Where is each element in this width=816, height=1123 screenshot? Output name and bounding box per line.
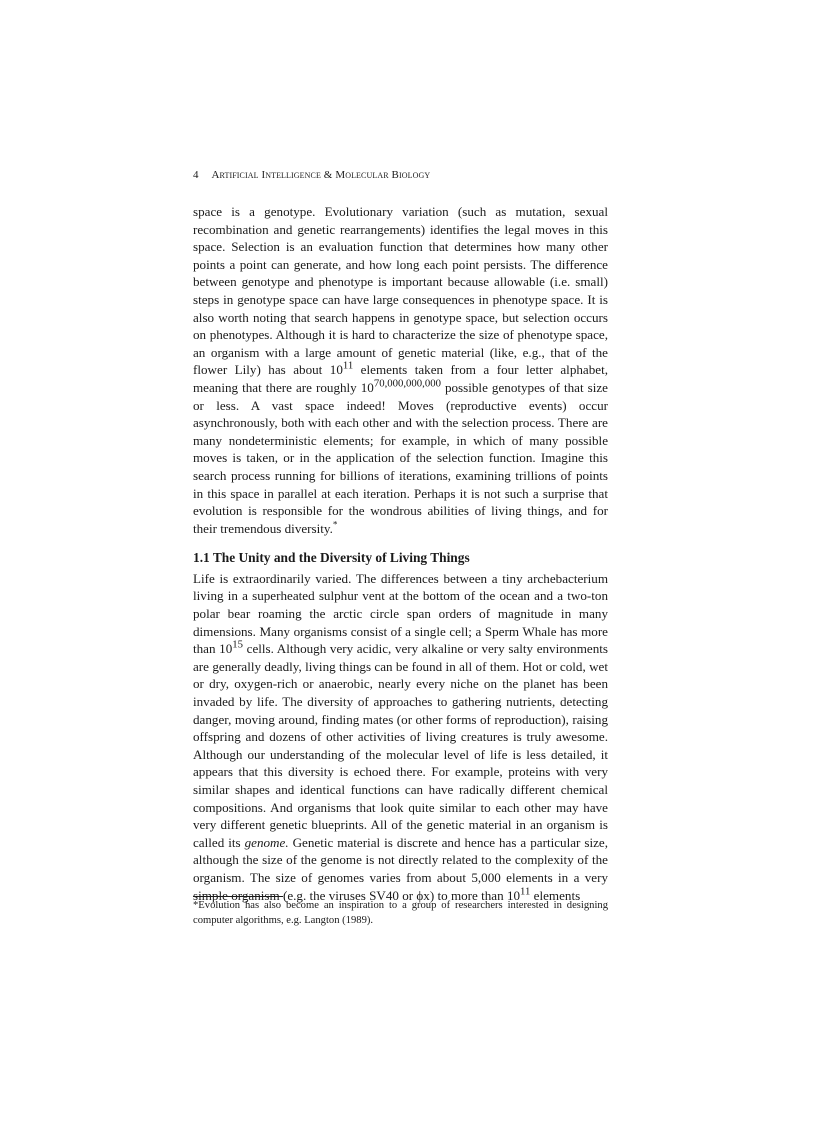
exponent: 11 [342,359,354,372]
paragraph-text: Life is extraordinarily varied. The differences between a tiny archebacterium living in a superheated sulphur vent at the bottom of the ocean and a two-ton polar bear roaming the arctic circle span orders of magnitude in many dimensions. Many organisms consist of a single cell; a Sperm Whale has more than 10 [193,570,608,657]
footnote: *Evolution has also become an inspiration to a group of researchers interested in designing computer algorithms, e.g. Langton (1989). [193,900,608,926]
page-number: 4 [193,169,199,181]
paragraph-evolution-search [193,203,608,537]
body-text [193,203,608,904]
exponent: 11 [520,885,531,898]
footnote-rule [193,896,283,897]
paragraph-text: elements taken from a four letter alphabet, meaning that there are roughly 10 [193,362,608,395]
paragraph-text: cells. Although very acidic, very alkaline or very salty environments are generally deadly, living things can be found in all of them. Hot or cold, wet or dry, oxygen-rich or anaerobic, nearly every niche on the planet has been invaded by life. The diversity of approaches to gathering nutrients, detecting danger, moving around, finding mates (or other forms of reproduction), raising offspring and dozens of other activities of living creatures is truly awesome. Although our understanding of the molecular level of life is less detailed, it appears that this diversity is echoed there. For example, proteins with very similar shapes and identical functions can have radically different chemical compositions. And organisms that look quite similar to each other may have very different genetic blueprints. All of the genetic material in an organism is called its [193,641,608,850]
footnote-marker: * [332,519,338,530]
paragraph-text: space is a genotype. Evolutionary variation (such as mutation, sexual recombination and genetic rearrangements) identifies the legal moves in this space. Selection is an evaluation function that determines how many other points a point can generate, and how long each point persists. The difference between genotype and phenotype is important because allowable (i.e. small) steps in genotype space can have large consequences in phenotype space. It is also worth noting that search happens in genotype space, but selection occurs on phenotypes. Although it is hard to characterize the size of phenotype space, an organism with a large amount of genetic material (like, e.g., that of the flower Lily) has about 10 [193,204,608,378]
emphasis-genome: genome. [244,834,289,850]
running-title: Artificial Intelligence & Molecular Biology [211,169,431,181]
exponent: 70,000,000,000 [373,377,441,390]
paragraph-text: possible genotypes of that size or less. A vast space indeed! Moves (reproductive events) occur asynchronously, both with each other and with the selection process. There are many nondeterministic elements; for example, in which of many possible moves is taken, or in the application of the selection function. Imagine this search process running for billions of iterations, examining trillions of points in this space in parallel at each iteration. Perhaps it is not such a surprise that evolution is responsible for the wondrous abilities of living things, and for their tremendous diversity. [193,379,608,536]
paragraph-text: elements [530,887,581,903]
running-head [193,168,608,182]
exponent: 15 [232,638,243,651]
paragraph-unity-diversity [193,570,608,904]
paragraph-text: Genetic material is discrete and hence has a particular size, although the size of the genome is not directly related to the complexity of the organism. The size of genomes varies from about 5,000 elements in a very simple organism (e.g. the viruses SV40 or ϕx) to more than 10 [193,834,608,903]
section-heading: 1.1 The Unity and the Diversity of Living Things [193,550,470,566]
